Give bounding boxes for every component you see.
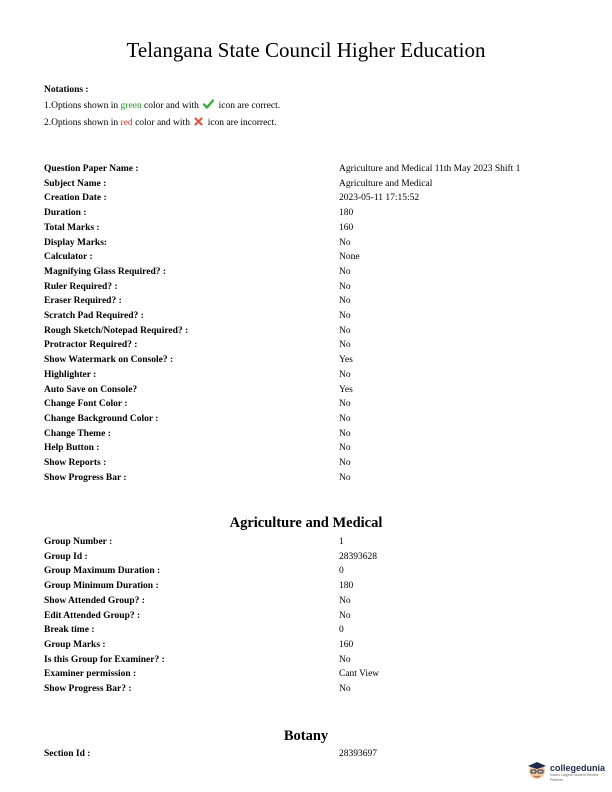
info-label: Calculator :: [44, 252, 93, 263]
info-row: [44, 682, 579, 697]
info-value: No: [339, 428, 351, 439]
info-row: [44, 609, 579, 624]
info-row: [44, 280, 579, 295]
info-value: No: [339, 595, 351, 606]
notations-heading: Notations :: [44, 85, 89, 95]
info-label: Edit Attended Group? :: [44, 610, 141, 621]
info-value: 1: [339, 537, 344, 547]
info-value: No: [339, 472, 351, 483]
info-value: No: [339, 266, 351, 277]
info-label: Show Progress Bar :: [44, 472, 127, 483]
info-value: No: [339, 325, 351, 336]
cross-icon: [194, 116, 203, 132]
info-label: Protractor Required? :: [44, 340, 138, 351]
collegedunia-logo: [526, 758, 612, 788]
info-row: [44, 550, 579, 565]
info-label: Rough Sketch/Notepad Required? :: [44, 325, 189, 336]
info-value: No: [339, 413, 351, 424]
info-label: Creation Date :: [44, 193, 107, 204]
info-row: [44, 653, 579, 668]
info-label: Eraser Required? :: [44, 296, 122, 307]
logo-tagline: India's Largest Student Review Platform: [550, 773, 599, 782]
info-row: [44, 412, 579, 427]
info-label: Magnifying Glass Required? :: [44, 266, 167, 277]
info-label: Auto Save on Console?: [44, 384, 138, 395]
info-label: Question Paper Name :: [44, 164, 139, 174]
info-row: [44, 383, 579, 398]
info-label: Show Progress Bar? :: [44, 684, 132, 695]
info-row: [44, 471, 579, 486]
info-row: [44, 206, 579, 221]
info-value: Cant View: [339, 669, 380, 680]
info-label: Group Minimum Duration :: [44, 581, 159, 592]
info-value: 28393697: [339, 749, 377, 759]
info-row: [44, 368, 579, 383]
info-row: [44, 221, 579, 236]
notation-text: 1.Options shown in: [44, 101, 119, 111]
page-title: Telangana State Council Higher Education: [126, 38, 486, 62]
info-row: [44, 294, 579, 309]
info-label: Section Id :: [44, 749, 91, 759]
info-row: [44, 441, 579, 456]
info-value: No: [339, 399, 351, 410]
red-word: red: [120, 118, 133, 128]
info-row: [44, 638, 579, 653]
notation-text: 2.Options shown in: [44, 118, 119, 128]
info-value: Agriculture and Medical 11th May 2023 Shift 1: [339, 164, 521, 174]
info-value: 180: [339, 581, 354, 592]
section-title: Botany: [283, 728, 329, 744]
green-word: green: [120, 101, 142, 111]
info-row: [44, 564, 579, 579]
info-value: 0: [339, 566, 344, 577]
notation-text: color and with: [135, 118, 190, 128]
info-value: No: [339, 237, 351, 248]
info-label: Change Background Color :: [44, 413, 159, 424]
group-info-table: [44, 535, 579, 697]
info-label: Total Marks :: [44, 222, 100, 233]
section-info-table: [44, 747, 579, 762]
notation-incorrect: [44, 115, 280, 132]
info-row: [44, 236, 579, 251]
info-label: Highlighter :: [44, 369, 97, 380]
info-value: 28393628: [339, 551, 377, 562]
info-row: [44, 250, 579, 265]
logo-mascot-icon: [526, 759, 548, 788]
info-row: [44, 594, 579, 609]
info-value: 2023-05-11 17:15:52: [339, 193, 420, 204]
info-value: No: [339, 458, 351, 469]
info-label: Help Button :: [44, 443, 100, 454]
info-label: Group Maximum Duration :: [44, 566, 161, 577]
info-row: [44, 177, 579, 192]
info-row: [44, 265, 579, 280]
info-value: No: [339, 296, 351, 307]
info-value: No: [339, 443, 351, 454]
info-value: No: [339, 281, 351, 292]
info-row: [44, 456, 579, 471]
info-label: Group Id :: [44, 551, 88, 562]
info-value: 160: [339, 222, 354, 233]
info-row: [44, 324, 579, 339]
info-label: Ruler Required? :: [44, 281, 118, 292]
notation-correct: [44, 98, 280, 115]
info-value: 180: [339, 208, 354, 219]
info-row: [44, 427, 579, 442]
info-value: 0: [339, 625, 344, 636]
info-label: Show Attended Group? :: [44, 595, 145, 606]
info-label: Show Watermark on Console? :: [44, 355, 174, 366]
info-value: None: [339, 252, 360, 263]
info-value: Agriculture and Medical: [339, 178, 433, 189]
info-value: No: [339, 684, 351, 695]
notation-text: icon are correct.: [218, 101, 281, 111]
paper-info-table: [44, 162, 579, 485]
info-value: No: [339, 369, 351, 380]
info-row: [44, 623, 579, 638]
info-value: No: [339, 340, 351, 351]
notation-text: color and with: [144, 101, 199, 111]
info-label: Change Theme :: [44, 428, 111, 439]
info-label: Subject Name :: [44, 178, 107, 189]
info-label: Break time :: [44, 625, 95, 636]
info-label: Show Reports :: [44, 458, 107, 469]
info-value: Yes: [339, 384, 353, 395]
info-row: [44, 747, 579, 762]
info-label: Is this Group for Examiner? :: [44, 654, 165, 665]
info-label: Group Marks :: [44, 639, 106, 650]
info-row: [44, 579, 579, 594]
info-row: [44, 397, 579, 412]
info-row: [44, 535, 579, 550]
info-label: Group Number :: [44, 537, 113, 547]
group-title: Agriculture and Medical: [229, 515, 383, 531]
info-row: [44, 309, 579, 324]
info-value: 160: [339, 639, 354, 650]
info-value: No: [339, 654, 351, 665]
info-row: [44, 353, 579, 368]
logo-brand: collegedunia: [550, 763, 606, 773]
info-value: No: [339, 311, 351, 322]
info-label: Scratch Pad Required? :: [44, 311, 144, 322]
info-value: Yes: [339, 355, 353, 366]
info-value: No: [339, 610, 351, 621]
info-label: Examiner permission :: [44, 669, 137, 680]
notation-text: icon are incorrect.: [207, 118, 277, 128]
notations: [44, 82, 280, 132]
info-label: Display Marks:: [44, 237, 108, 248]
check-icon: [203, 99, 214, 115]
info-row: [44, 338, 579, 353]
info-label: Duration :: [44, 208, 87, 219]
info-label: Change Font Color :: [44, 399, 128, 410]
info-row: [44, 191, 579, 206]
info-row: [44, 162, 579, 177]
info-row: [44, 667, 579, 682]
